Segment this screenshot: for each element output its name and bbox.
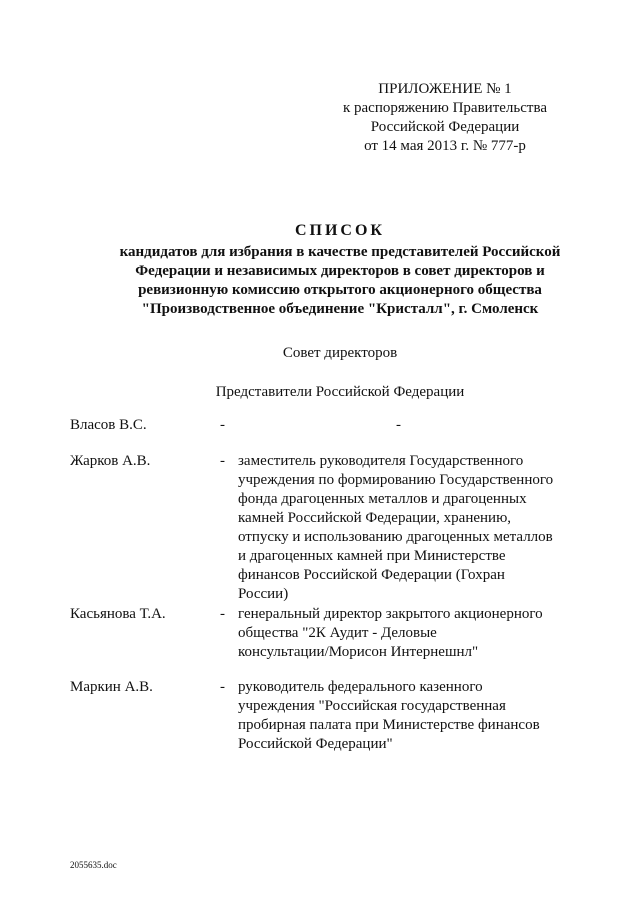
- document-title: СПИСОК: [294, 222, 386, 239]
- appendix-line-1: ПРИЛОЖЕНИЕ № 1: [378, 81, 512, 97]
- candidate-description: [238, 678, 568, 754]
- description-line: руководитель федерального казенного: [238, 679, 483, 695]
- appendix-header: [330, 80, 560, 156]
- candidate-name: Маркин А.В.: [70, 679, 153, 695]
- description-line: генеральный директор закрытого акционерного: [238, 606, 543, 622]
- candidate-name: Касьянова Т.А.: [70, 606, 166, 622]
- description-line: пробирная палата при Министерстве финансов: [238, 717, 540, 733]
- subtitle-line-3: ревизионную комиссию открытого акционерного общества: [138, 282, 542, 298]
- candidate-name: Власов В.С.: [70, 417, 147, 433]
- candidate-name: Жарков А.В.: [70, 453, 151, 469]
- description-line: заместитель руководителя Государственного: [238, 453, 524, 469]
- candidate-description: [238, 605, 568, 662]
- candidate-description: [238, 452, 568, 604]
- footer-filename: 2055635.doc: [70, 860, 117, 870]
- section-representatives-heading: Представители Российской Федерации: [215, 384, 465, 400]
- candidate-dash: -: [220, 679, 225, 695]
- description-line: России): [238, 586, 289, 602]
- description-line: -: [396, 417, 401, 433]
- candidate-description: [396, 416, 640, 435]
- description-line: камней Российской Федерации, хранению,: [238, 510, 512, 526]
- subtitle-line-2: Федерации и независимых директоров в совет директоров и: [135, 263, 545, 279]
- appendix-line-2: к распоряжению Правительства: [342, 100, 547, 116]
- candidate-dash: -: [220, 453, 225, 469]
- description-line: общества "2К Аудит - Деловые: [238, 625, 437, 641]
- description-line: консультации/Морисон Интернешнл": [238, 644, 479, 660]
- document-subtitle: [70, 243, 610, 319]
- section-board-heading: Совет директоров: [282, 345, 398, 361]
- candidate-dash: -: [220, 606, 225, 622]
- appendix-line-3: Российской Федерации: [370, 119, 520, 135]
- description-line: Российской Федерации": [238, 736, 393, 752]
- description-line: финансов Российской Федерации (Гохран: [238, 567, 505, 583]
- appendix-line-4: от 14 мая 2013 г. № 777-р: [364, 138, 526, 154]
- subtitle-line-1: кандидатов для избрания в качестве представителей Российской: [119, 244, 561, 260]
- description-line: отпуску и использованию драгоценных металлов: [238, 529, 553, 545]
- description-line: и драгоценных камней при Министерстве: [238, 548, 506, 564]
- description-line: учреждения по формированию Государственного: [238, 472, 554, 488]
- subtitle-line-4: "Производственное объединение "Кристалл", г. Смоленск: [141, 301, 539, 317]
- candidate-dash: -: [220, 417, 225, 433]
- description-line: фонда драгоценных металлов и драгоценных: [238, 491, 527, 507]
- description-line: учреждения "Российская государственная: [238, 698, 506, 714]
